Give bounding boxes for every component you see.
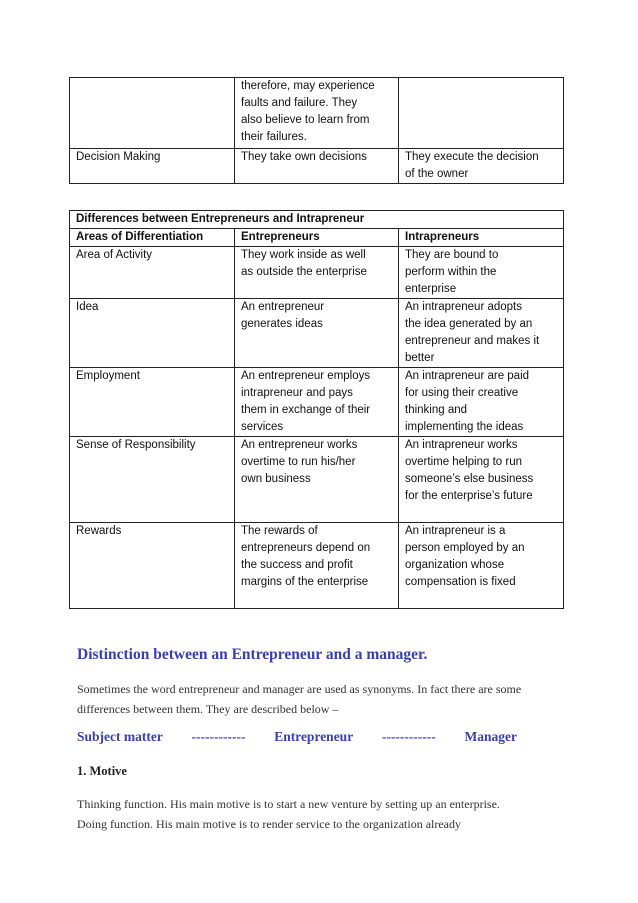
table-cell: Idea xyxy=(70,299,235,368)
manager-label: Manager xyxy=(464,729,517,744)
entrepreneur-label: Entrepreneur xyxy=(274,729,354,744)
table-title: Differences between Entrepreneurs and Intrapreneur xyxy=(70,211,564,229)
table-cell: therefore, may experience faults and failure. They also believe to learn from their failures. xyxy=(235,78,399,149)
comparison-table-continued xyxy=(69,77,564,184)
table-cell: An intrapreneur adopts the idea generated by an entrepreneur and makes it better xyxy=(399,299,564,368)
motive-line: Thinking function. His main motive is to start a new venture by setting up an enterprise. xyxy=(77,797,500,811)
table-cell xyxy=(399,78,564,149)
table-cell: Decision Making xyxy=(70,149,235,184)
differences-table xyxy=(69,210,564,609)
motive-paragraph xyxy=(77,794,577,834)
section-heading: Distinction between an Entrepreneur and a manager. xyxy=(77,646,428,663)
table-cell: Sense of Responsibility xyxy=(70,437,235,523)
table-row xyxy=(70,523,564,609)
subject-matter-line xyxy=(77,729,517,745)
column-header: Intrapreneurs xyxy=(399,229,564,247)
table-row xyxy=(70,247,564,299)
table-cell: They are bound to perform within the enterprise xyxy=(399,247,564,299)
table-row xyxy=(70,368,564,437)
table-header-row xyxy=(70,229,564,247)
table-cell: Area of Activity xyxy=(70,247,235,299)
table-title-row xyxy=(70,211,564,229)
table-cell: An entrepreneur works overtime to run his/her own business xyxy=(235,437,399,523)
table-row xyxy=(70,437,564,523)
column-header: Areas of Differentiation xyxy=(70,229,235,247)
table-cell: An entrepreneur employs intrapreneur and pays them in exchange of their services xyxy=(235,368,399,437)
table-cell: They execute the decision of the owner xyxy=(399,149,564,184)
table-cell: They work inside as well as outside the enterprise xyxy=(235,247,399,299)
table-cell: Rewards xyxy=(70,523,235,609)
table-cell: An entrepreneur generates ideas xyxy=(235,299,399,368)
table-cell: They take own decisions xyxy=(235,149,399,184)
table-row xyxy=(70,78,564,149)
dash-separator: ------------ xyxy=(191,729,246,744)
table-row xyxy=(70,299,564,368)
table-row xyxy=(70,149,564,184)
subject-label: Subject matter xyxy=(77,729,163,744)
table-cell: The rewards of entrepreneurs depend on the success and profit margins of the enterprise xyxy=(235,523,399,609)
dash-separator: ------------ xyxy=(381,729,436,744)
table-cell: An intrapreneur are paid for using their creative thinking and implementing the ideas xyxy=(399,368,564,437)
motive-title: 1. Motive xyxy=(77,764,127,778)
intro-paragraph: Sometimes the word entrepreneur and manager are used as synonyms. In fact there are some differences between them. They are described below – xyxy=(77,682,522,716)
table-cell: Employment xyxy=(70,368,235,437)
motive-line: Doing function. His main motive is to render service to the organization already xyxy=(77,817,462,831)
table-cell xyxy=(70,78,235,149)
table-cell: An intrapreneur is a person employed by an organization whose compensation is fixed xyxy=(399,523,564,609)
column-header: Entrepreneurs xyxy=(235,229,399,247)
table-cell: An intrapreneur works overtime helping to run someone’s else business for the enterprise’s future xyxy=(399,437,564,523)
